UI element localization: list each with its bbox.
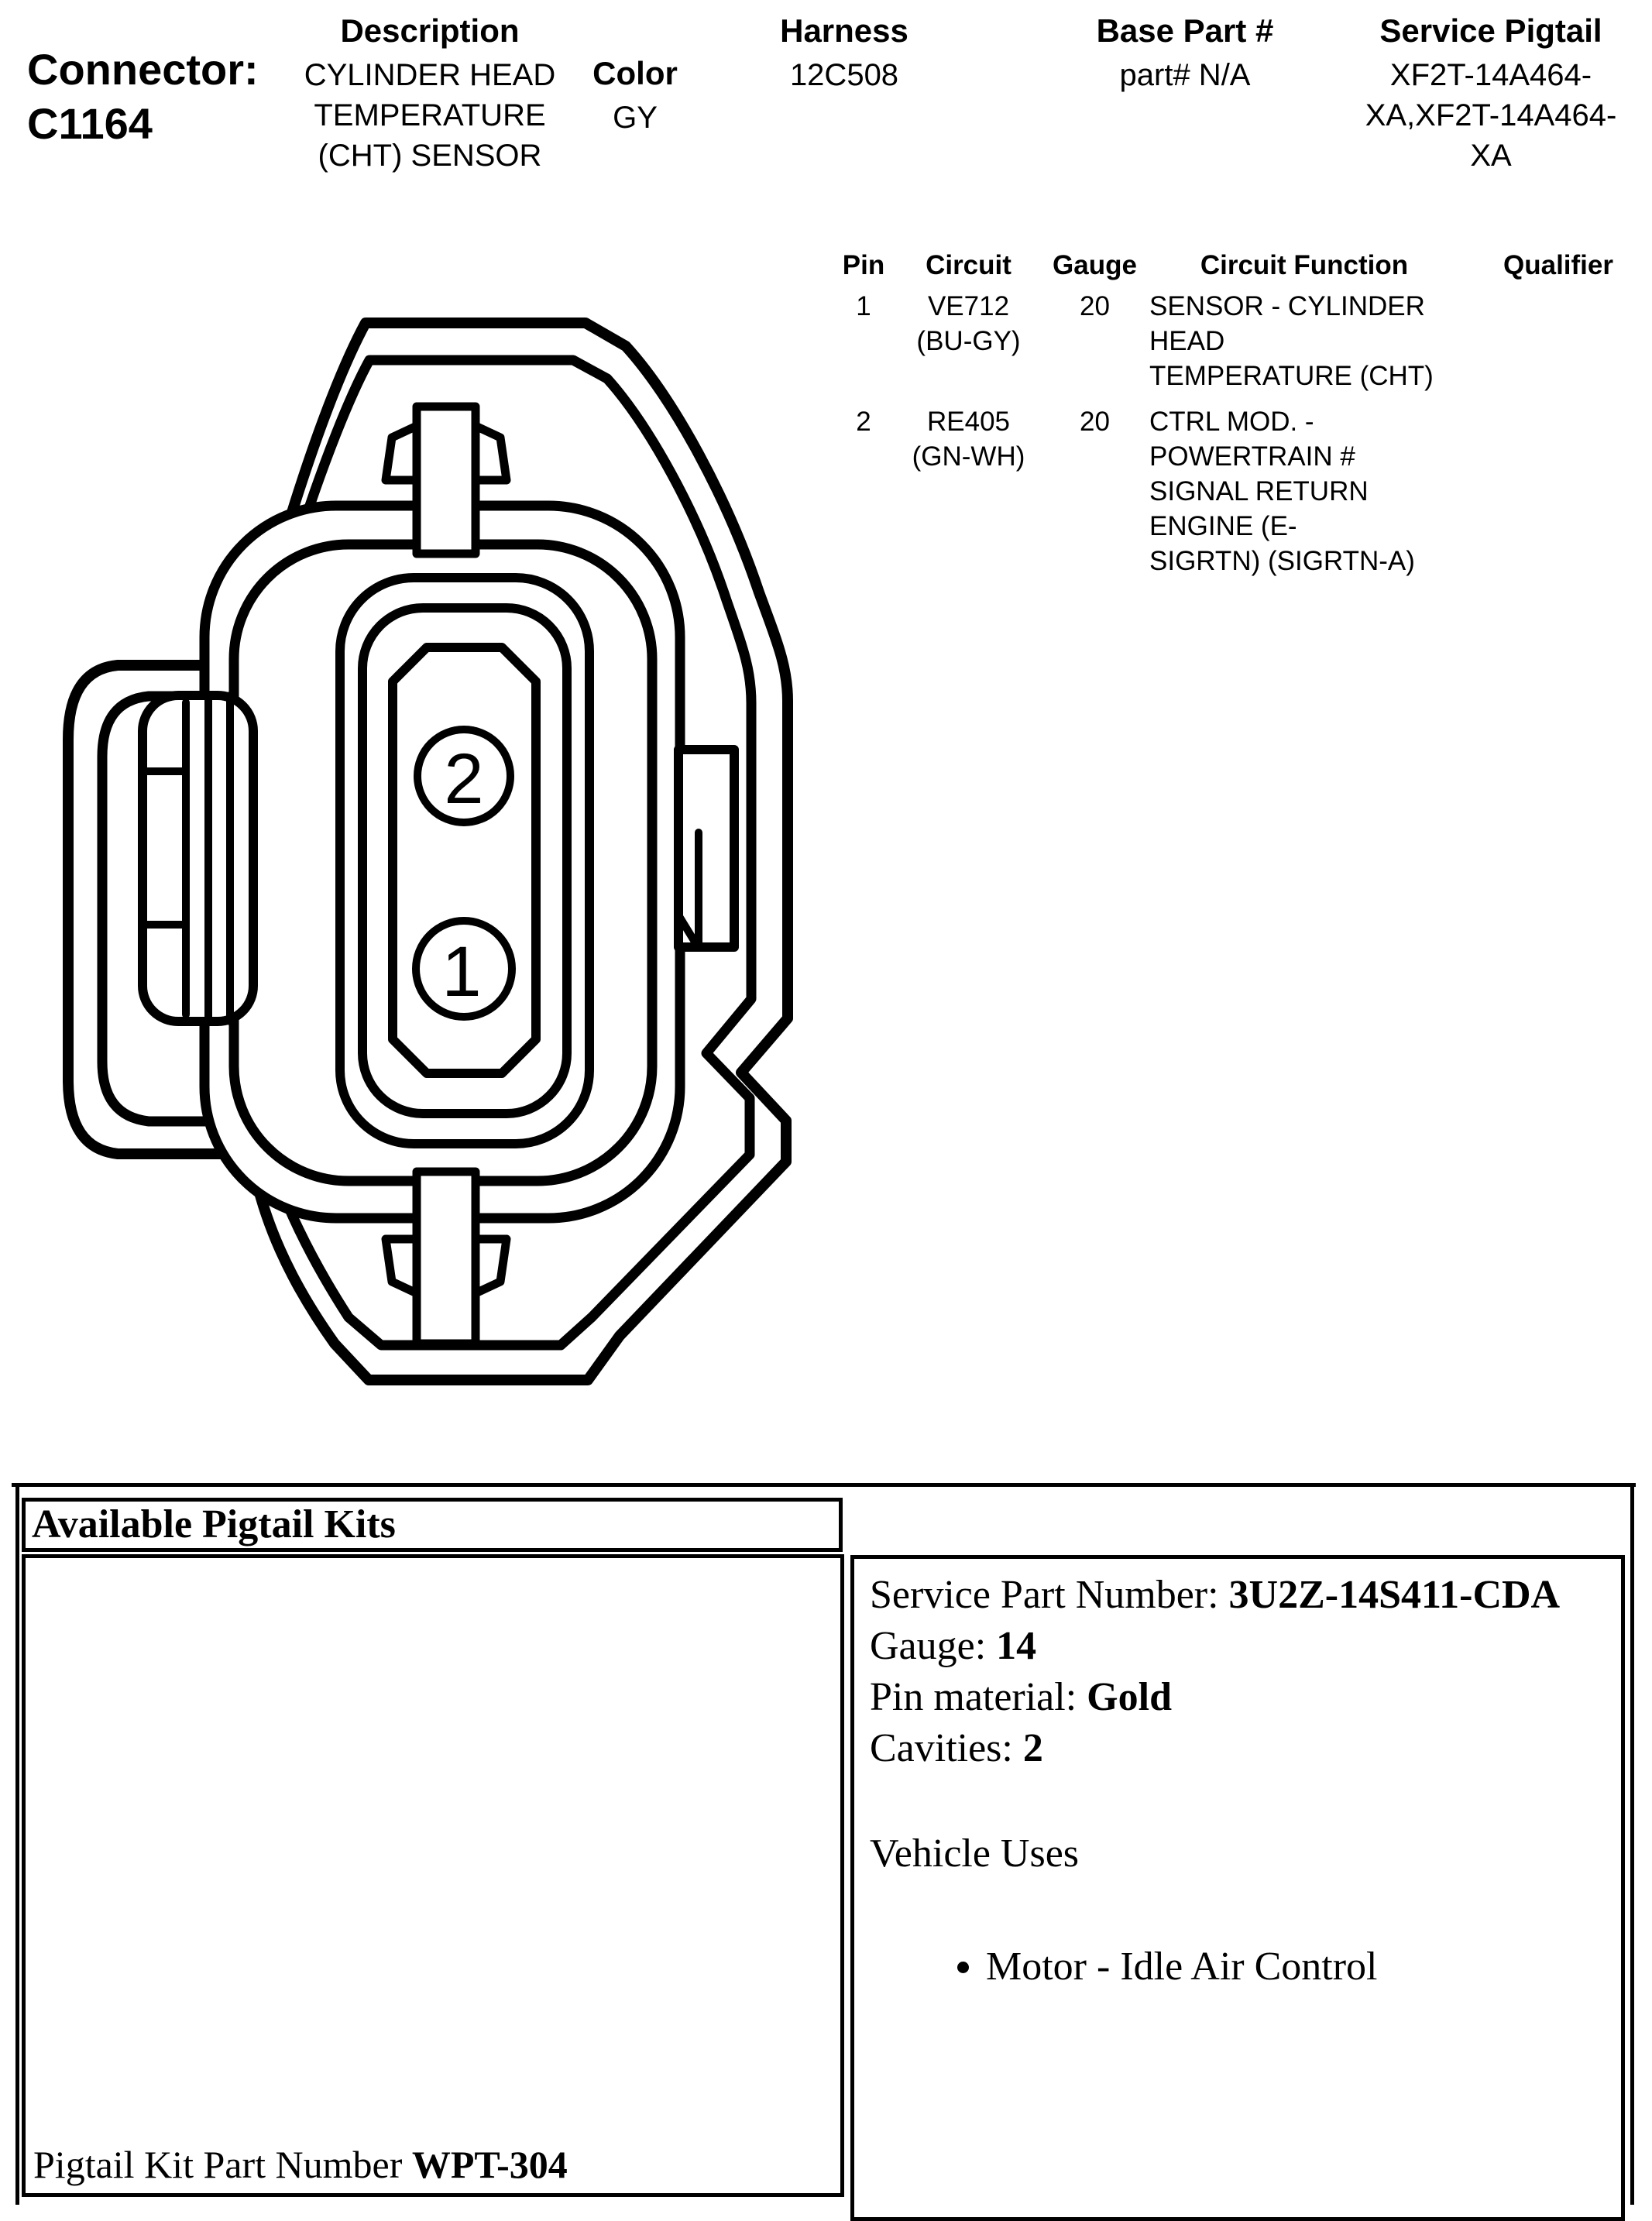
pin-number: 2	[856, 407, 871, 437]
top-tab-stem	[417, 407, 476, 554]
qualifier-value	[1465, 289, 1651, 393]
kits-table-left-border	[15, 1483, 19, 2205]
vehicle-use-item: • Motor - Idle Air Control	[986, 1941, 1606, 1993]
kits-table-right-border	[1630, 1483, 1634, 2205]
top-tab-right-wing	[476, 426, 507, 480]
cavity-2-label: 2	[444, 740, 484, 819]
detail-value: 2	[1022, 1726, 1043, 1770]
service-pigtail-line: XA	[1470, 139, 1512, 173]
circuit-function-cell	[1149, 404, 1459, 578]
circuit-cell	[897, 289, 1040, 393]
detail-value: Gold	[1087, 1675, 1172, 1719]
function-line: SIGNAL RETURN ENGINE (E-	[1149, 476, 1369, 541]
function-line: CTRL MOD. - POWERTRAIN #	[1149, 407, 1355, 472]
color-header: Color	[592, 55, 678, 91]
service-pigtail-line: XF2T-14A464-	[1389, 58, 1592, 92]
pin-table-header-row	[836, 248, 1652, 283]
detail-label: Pin material:	[870, 1675, 1087, 1719]
pigtail-kit-part-number: WPT-304	[411, 2143, 568, 2186]
circuit-cell	[897, 404, 1040, 578]
connector-label: Connector:	[27, 45, 259, 94]
service-pigtail-header: Service Pigtail	[1379, 12, 1602, 49]
function-line: TEMPERATURE (CHT)	[1149, 361, 1434, 391]
connector-face-diagram	[31, 298, 821, 1421]
harness-value: 12C508	[789, 58, 899, 92]
circuit-colors: (BU-GY)	[916, 326, 1021, 356]
detail-line	[870, 1672, 1606, 1723]
vehicle-uses-heading: Vehicle Uses	[870, 1831, 1080, 1876]
detail-line	[870, 1621, 1606, 1672]
detail-value: 3U2Z-14S411-CDA	[1228, 1573, 1561, 1617]
circuit-colors: (GN-WH)	[912, 441, 1025, 472]
side-hook	[678, 750, 734, 947]
top-tab-left-wing	[386, 426, 417, 480]
pin-col-header: Pin	[842, 250, 885, 280]
gauge-col-header: Gauge	[1053, 250, 1137, 280]
detail-label: Cavities:	[870, 1726, 1023, 1770]
bottom-tab-left-wing	[386, 1239, 417, 1293]
base-part-column	[1069, 12, 1301, 95]
harness-header: Harness	[780, 12, 908, 49]
circuit-function-cell	[1149, 289, 1459, 393]
pin-table	[836, 248, 1652, 589]
color-column	[585, 54, 685, 138]
detail-label: Gauge:	[870, 1624, 997, 1668]
detail-label: Service Part Number:	[870, 1573, 1229, 1617]
bottom-tab-stem	[417, 1172, 476, 1344]
circuit-code: VE712	[927, 291, 1010, 321]
harness-column	[759, 12, 929, 95]
base-part-value: part# N/A	[1119, 58, 1251, 92]
function-line: SIGRTN) (SIGRTN-A)	[1149, 546, 1415, 576]
section-title: Available Pigtail Kits	[32, 1502, 396, 1546]
qualifier-col-header: Qualifier	[1503, 250, 1613, 280]
kits-table-top-border	[12, 1483, 1636, 1487]
cavity-1-label: 1	[441, 932, 482, 1011]
detail-line	[870, 1570, 1606, 1621]
service-pigtail-column	[1344, 12, 1638, 176]
connector-id: C1164	[27, 99, 153, 148]
service-part-details-cell	[850, 1555, 1625, 2221]
latch-block	[143, 695, 253, 1021]
pin-number: 1	[856, 291, 871, 321]
detail-value: 14	[996, 1624, 1037, 1668]
gauge-value: 20	[1080, 407, 1110, 437]
gauge-value: 20	[1080, 291, 1110, 321]
base-part-header: Base Part #	[1096, 12, 1274, 49]
description-column	[248, 12, 612, 176]
connector-title	[27, 43, 259, 151]
description-line: (CHT) SENSOR	[318, 139, 542, 173]
service-pigtail-line: XA,XF2T-14A464-	[1365, 98, 1617, 132]
description-header: Description	[340, 12, 520, 49]
function-col-header: Circuit Function	[1200, 250, 1409, 280]
available-pigtail-kits-header	[22, 1498, 843, 1552]
pigtail-kit-cell	[22, 1554, 844, 2197]
vehicle-uses-list	[870, 1941, 1606, 1993]
detail-line	[870, 1723, 1606, 1774]
circuit-col-header: Circuit	[926, 250, 1011, 280]
function-line: SENSOR - CYLINDER HEAD	[1149, 291, 1425, 356]
pigtail-kit-label: Pigtail Kit Part Number	[33, 2143, 412, 2186]
qualifier-value	[1465, 404, 1651, 578]
pin-table-row	[836, 404, 1652, 578]
pin-table-row	[836, 289, 1652, 393]
color-value: GY	[613, 101, 658, 135]
bottom-tab-right-wing	[476, 1239, 507, 1293]
description-line: CYLINDER HEAD	[304, 58, 556, 92]
circuit-code: RE405	[926, 407, 1011, 437]
description-line: TEMPERATURE	[314, 98, 546, 132]
